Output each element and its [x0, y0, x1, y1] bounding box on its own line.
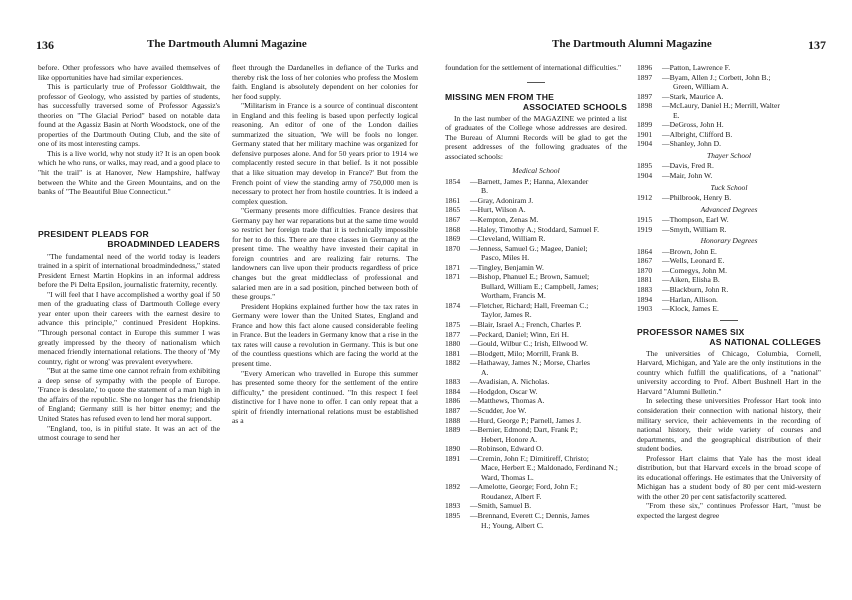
- graduate-names-continued: Mace, Herbert E.; Maldonado, Ferdinand N.; Ward, Thomas L.: [481, 463, 618, 482]
- graduate-names-continued: Bullard, William E.; Campbell, James; Wortham, Francis M.: [481, 281, 599, 301]
- divider: [720, 320, 738, 321]
- graduate-names-continued: Hebert, Honore A.: [481, 434, 538, 444]
- graduation-year: 1901: [637, 129, 653, 139]
- list-item: [637, 120, 821, 130]
- graduation-year: 1854: [445, 176, 461, 186]
- graduate-names-continued: A.: [481, 367, 489, 377]
- graduation-year: 1870: [445, 243, 461, 253]
- graduation-year: 1899: [637, 120, 653, 130]
- graduation-year: 1915: [637, 215, 653, 225]
- graduate-names: —Comegys, John M.: [662, 265, 727, 275]
- list-item: [445, 501, 627, 511]
- heading-line: MISSING MEN FROM THE: [445, 91, 555, 102]
- graduation-year: 1892: [445, 482, 461, 492]
- medical-school-list: [445, 177, 627, 530]
- list-item: [637, 73, 821, 92]
- graduate-names: —Cremin, John F.; Dimitireff, Christo;: [470, 453, 589, 463]
- graduation-year: 1868: [445, 224, 461, 234]
- paragraph: "I will feel that I have accomplished a worthy goal if 50 men of the graduating class of Dartmouth College every year enter upon their careers with the earnest desire to advance this principle," continued President Hopkins. "Through personal contact in Europe this summer I was greatly impressed by the theory of nationalism which menaced friendly international relations. The theory of 'My country, right or wrong' was prevalent everywhere.: [38, 289, 220, 366]
- graduate-names-continued: B.: [481, 186, 488, 196]
- paragraph: before. Other professors who have availed themselves of like opportunities have had similar experiences.: [38, 63, 220, 82]
- graduation-year: 1875: [445, 320, 461, 330]
- graduate-names: —McLaury, Daniel H.; Merrill, Walter: [662, 101, 780, 111]
- right-page: [426, 0, 852, 600]
- graduate-names: —Avadisian, A. Nicholas.: [470, 377, 550, 387]
- graduate-names: —Klock, James E.: [662, 304, 719, 314]
- list-item: [445, 396, 627, 406]
- graduation-year: 1870: [637, 265, 653, 275]
- list-item: [637, 295, 821, 305]
- graduation-year: 1895: [637, 161, 653, 171]
- paragraph: This is a live world, why not study it? It is an open book which he who runs, or walks, may read, and a good place to "hit the trail" is at Hanover, New Hampshire, halfway between the White and the Green Mountains, and on the banks of "The Beautiful Blue Connecticut.": [38, 148, 220, 197]
- graduate-names: —Mair, John W.: [662, 171, 713, 181]
- right-column-3: [445, 63, 627, 530]
- graduate-names: —Smith, Samuel B.: [470, 501, 532, 511]
- graduate-names: —Wells, Leonard E.: [662, 256, 725, 266]
- list-item: [445, 177, 627, 196]
- paragraph: In the last number of the MAGAZINE we printed a list of graduates of the College whose addresses are desired. The Bureau of Alumni Records will be glad to get the present addresses of the following graduates of the associated schools:: [445, 113, 627, 161]
- list-item: [445, 444, 627, 454]
- thayer-school-list: [637, 161, 821, 180]
- graduate-names: —Hurd, George P.; Parnell, James J.: [470, 415, 582, 425]
- honorary-degrees-list: [637, 247, 821, 314]
- graduate-names: —Bishop, Phanuel E.; Brown, Samuel;: [470, 272, 590, 282]
- graduation-year: 1881: [637, 275, 653, 285]
- heading-line: BROADMINDED LEADERS: [107, 238, 220, 249]
- graduation-year: 1898: [637, 101, 653, 111]
- paragraph: The universities of Chicago, Columbia, Cornell, Harvard, Michigan, and Yale are the only institutions in the country which fulfill the qualifications, of a "national" university according to Prof. Albert Bushnell Hart in the Harvard "Alumni Bulletin.": [637, 348, 821, 396]
- list-item: [445, 205, 627, 215]
- section-title-honorary: Honorary Degrees: [700, 236, 758, 246]
- graduate-names-continued: Taylor, James R.: [481, 310, 532, 320]
- list-item: [637, 304, 821, 314]
- graduate-names: —Peckard, Daniel; Winn, Eri H.: [470, 329, 569, 339]
- list-item: [637, 225, 821, 235]
- graduate-names: —Brown, John E.: [662, 246, 717, 256]
- graduation-year: 1883: [445, 377, 461, 387]
- graduate-names: —Thompson, Earl W.: [662, 215, 729, 225]
- graduate-names: —Matthews, Thomas A.: [470, 396, 545, 406]
- list-item: [445, 406, 627, 416]
- graduation-year: 1912: [637, 193, 653, 203]
- list-item: [637, 193, 821, 203]
- list-item: [445, 387, 627, 397]
- article-heading-missing-men: [445, 92, 627, 112]
- medical-school-list-continued: [637, 63, 821, 149]
- graduate-names: —Byam, Allen J.; Corbett, John B.;: [662, 72, 771, 82]
- right-column-4: [637, 63, 821, 521]
- paragraph: fleet through the Dardanelles in defiance of the Turks and thereby risk the loss of her colonies who profess the Moslem faith. England is absolutely dependent on her colonies for her food supply.: [232, 63, 418, 101]
- page-number-left: 136: [36, 38, 54, 52]
- paragraph: President Hopkins explained further how the tax rates in Germany were lower than the United States, England and France and how this fact alone caused considerable feeling in France. But the leaders in Germany know that a rise in the tax rates will cause a revolution in Germany. This is but one of the countless questions which are facing the world at the present time.: [232, 301, 418, 368]
- graduation-year: 1919: [637, 224, 653, 234]
- graduate-names: —Aiken, Elisha B.: [662, 275, 720, 285]
- graduate-names: —Tingley, Benjamin W.: [470, 262, 544, 272]
- heading-line: PROFESSOR NAMES SIX: [637, 326, 745, 337]
- graduate-names: —Shanley, John D.: [662, 139, 721, 149]
- paragraph: "Militarism in France is a source of continual discontent in England and this feeling is based upon perfectly logical reasoning. An editor of one of the London dailies summarized the situation, 'We will be fools no longer. Germany stated that her military machine was organized for defensive purposes alone. And for 50 years prior to 1914 we complacently rested secure in that belief. Is it not possible that a like situation may develop in France?' But from the French point of view the standing army of 750,000 men is necessary to protect her from hostile countries. It is indeed a complex question.: [232, 101, 418, 206]
- graduation-year: 1874: [445, 300, 461, 310]
- graduate-names: —Fletcher, Richard; Hall, Freeman C.;: [470, 300, 589, 310]
- graduation-year: 1904: [637, 171, 653, 181]
- graduate-names-continued: H.; Young, Albert C.: [481, 520, 544, 530]
- graduate-names: —Scudder, Joe W.: [470, 405, 527, 415]
- paragraph: "Every American who travelled in Europe this summer has presented some theory for the settlement of the entire difficulty," the president continued. "In this respect I feel distinctive for I have none to offer. I can only repeat that a spirit of friendly international relations must be established as a: [232, 368, 418, 426]
- graduate-names: —Hathaway, James N.; Morse, Charles: [470, 358, 590, 368]
- list-item: [637, 161, 821, 171]
- graduation-year: 1890: [445, 444, 461, 454]
- advanced-degrees-list: [637, 215, 821, 234]
- list-item: [637, 215, 821, 225]
- list-item: [637, 92, 821, 102]
- graduation-year: 1903: [637, 304, 653, 314]
- list-item: [637, 139, 821, 149]
- graduation-year: 1893: [445, 501, 461, 511]
- list-item: [637, 266, 821, 276]
- graduate-names: —Gould, Wilbur C.; Irish, Ellwood W.: [470, 339, 588, 349]
- list-item: [445, 196, 627, 206]
- graduation-year: 1867: [445, 215, 461, 225]
- graduation-year: 1887: [445, 405, 461, 415]
- graduate-names: —Albright, Clifford B.: [662, 129, 733, 139]
- list-item: [637, 171, 821, 181]
- list-item: [445, 215, 627, 225]
- graduate-names: —Amelotte, George; Ford, John F.;: [470, 482, 578, 492]
- graduation-year: 1904: [637, 139, 653, 149]
- graduate-names-continued: Pasco, Miles H.: [481, 253, 530, 263]
- graduation-year: 1897: [637, 72, 653, 82]
- list-item: [445, 234, 627, 244]
- graduate-names: —Kempton, Zenas M.: [470, 215, 539, 225]
- list-item: [445, 511, 627, 530]
- graduation-year: 1871: [445, 262, 461, 272]
- paragraph: "England, too, is in pitiful state. It was an act of the utmost courage to send her: [38, 423, 220, 443]
- left-column-2: [232, 63, 418, 426]
- heading-line: AS NATIONAL COLLEGES: [709, 336, 821, 347]
- list-item: [637, 285, 821, 295]
- graduation-year: 1869: [445, 234, 461, 244]
- graduation-year: 1864: [637, 246, 653, 256]
- graduate-names: —Gray, Adoniram J.: [470, 195, 534, 205]
- paragraph: "Germany presents more difficulties. France desires that Germany pay her war reparations but at the same time would so restrict her foreign trade that it is technically impossible for her to do this. There are three classes in Germany at the present time. The wealthy have invested their capital in foreign countries and are realizing fair returns. The landowners can live upon their products regardless of price changes but the great middleclass of professional and salaried men are in a sad position, pinched between both of these groups.": [232, 206, 418, 302]
- list-item: [637, 247, 821, 257]
- list-item: [445, 349, 627, 359]
- graduate-names-continued: E.: [673, 110, 680, 120]
- graduate-names: —Patton, Lawrence F.: [662, 63, 731, 72]
- paragraph: "The fundamental need of the world today is leaders trained in a spirit of international broadmindedness," stated President Ernest Martin Hopkins in an informal address before the Pi Delta Epsilon, journalistic fraternity, recently.: [38, 251, 220, 290]
- list-item: [445, 244, 627, 263]
- paragraph: Professor Hart claims that Yale has the most ideal distribution, but that Harvard excels in the broad scope of its educational offerings. He estimates that the University of Michigan has a student body of 80 per cent mid-western with the other 20 per cent satisfactorily scattered.: [637, 453, 821, 501]
- list-item: [637, 130, 821, 140]
- graduation-year: 1884: [445, 386, 461, 396]
- graduate-names: —Cleveland, William R.: [470, 234, 546, 244]
- list-item: [445, 416, 627, 426]
- graduation-year: 1883: [637, 285, 653, 295]
- divider: [527, 82, 545, 83]
- graduation-year: 1861: [445, 195, 461, 205]
- graduation-year: 1877: [445, 329, 461, 339]
- graduate-names: —Jenness, Samuel G.; Magee, Daniel;: [470, 243, 588, 253]
- graduate-names: —Hurt, Wilson A.: [470, 205, 526, 215]
- graduate-names: —Smyth, William R.: [662, 224, 727, 234]
- graduate-names-continued: Roudanez, Albert F.: [481, 491, 542, 501]
- list-item: [445, 482, 627, 501]
- graduation-year: 1871: [445, 272, 461, 282]
- graduation-year: 1882: [445, 358, 461, 368]
- graduation-year: 1894: [637, 294, 653, 304]
- graduation-year: 1881: [445, 348, 461, 358]
- list-item: [445, 263, 627, 273]
- section-title-thayer: Thayer School: [706, 150, 752, 160]
- paragraph: foundation for the settlement of international difficulties.": [445, 63, 622, 72]
- graduate-names: —Brennand, Everett C.; Dennis, James: [470, 510, 590, 520]
- list-item: [445, 272, 627, 301]
- list-item: [637, 256, 821, 266]
- running-header-left: The Dartmouth Alumni Magazine: [147, 38, 307, 50]
- graduation-year: 1896: [637, 63, 653, 72]
- graduate-names: —Philbrook, Henry B.: [662, 193, 732, 203]
- article-heading-president: [38, 229, 220, 249]
- paragraph: "But at the same time one cannot refrain from exhibiting a deep sense of sympathy with the people of Europe. 'France is desolate,' to quote the statement of a man high in the affairs of the republic. She no longer has the friendship of England; Germany still is her bitter enemy; and the United States has refused even to lend her moral support.: [38, 366, 220, 423]
- graduation-year: 1895: [445, 510, 461, 520]
- running-header-right: The Dartmouth Alumni Magazine: [552, 38, 712, 50]
- graduate-names: —Stark, Maurice A.: [662, 91, 724, 101]
- list-item: [445, 320, 627, 330]
- list-item: [445, 225, 627, 235]
- tuck-school-list: [637, 193, 821, 203]
- graduate-names-continued: Green, William A.: [673, 82, 729, 92]
- graduate-names: —Blair, Israel A.; French, Charles P.: [470, 320, 582, 330]
- intro-paragraphs: [38, 63, 220, 197]
- graduate-names: —DeGross, John H.: [662, 120, 724, 130]
- list-item: [445, 358, 627, 377]
- graduation-year: 1891: [445, 453, 461, 463]
- graduate-names: —Haley, Timothy A.; Stoddard, Samuel F.: [470, 224, 600, 234]
- page-number-right: 137: [808, 38, 826, 52]
- graduate-names: —Bernier, Edmond; Dart, Frank P.;: [470, 425, 578, 435]
- list-item: [445, 454, 627, 483]
- graduation-year: 1889: [445, 425, 461, 435]
- graduation-year: 1886: [445, 396, 461, 406]
- list-item: [445, 425, 627, 444]
- list-item: [445, 301, 627, 320]
- list-item: [445, 330, 627, 340]
- graduate-names: —Blackburn, John R.: [662, 285, 729, 295]
- graduate-names: —Harlan, Allison.: [662, 294, 718, 304]
- left-column-1: [38, 63, 220, 443]
- graduation-year: 1897: [637, 91, 653, 101]
- section-title-medical: Medical School: [512, 166, 560, 176]
- section-title-advanced: Advanced Degrees: [700, 204, 758, 214]
- list-item: [445, 377, 627, 387]
- graduation-year: 1880: [445, 339, 461, 349]
- graduate-names: —Robinson, Edward O.: [470, 444, 544, 454]
- list-item: [637, 63, 821, 73]
- graduation-year: 1888: [445, 415, 461, 425]
- graduate-names: —Blodgett, Milo; Morrill, Frank B.: [470, 348, 579, 358]
- list-item: [445, 339, 627, 349]
- graduate-names: —Hodgdon, Oscar W.: [470, 386, 538, 396]
- graduation-year: 1867: [637, 256, 653, 266]
- graduation-year: 1865: [445, 205, 461, 215]
- list-item: [637, 275, 821, 285]
- paragraph: This is particularly true of Professor Goldthwait, the professor of Geology, who assisted by parties of students, has successfully traversed some of Professor Agassiz's theories on "The Glacial Period" based on notable data found at the Agassiz Basin at North Woodstock, one of the properties of the Dartmouth Outing Club, and the site of one of its most interesting camps.: [38, 82, 220, 149]
- article-heading-professor: [637, 327, 821, 347]
- graduate-names: —Davis, Fred R.: [662, 161, 714, 171]
- paragraph: "From these six," continues Professor Hart, "must be expected the largest degree: [637, 501, 821, 520]
- heading-line: ASSOCIATED SCHOOLS: [522, 101, 627, 112]
- graduate-names: —Barnett, James P.; Hanna, Alexander: [470, 176, 589, 186]
- section-title-tuck: Tuck School: [710, 182, 748, 192]
- heading-line: PRESIDENT PLEADS FOR: [38, 228, 149, 239]
- list-item: [637, 101, 821, 120]
- paragraph: In selecting these universities Professor Hart took into consideration their connection with national history, their military service, their achievements in the recording of national history, their wide variety of courses and departments, and the geographical distribution of their student bodies.: [637, 396, 821, 454]
